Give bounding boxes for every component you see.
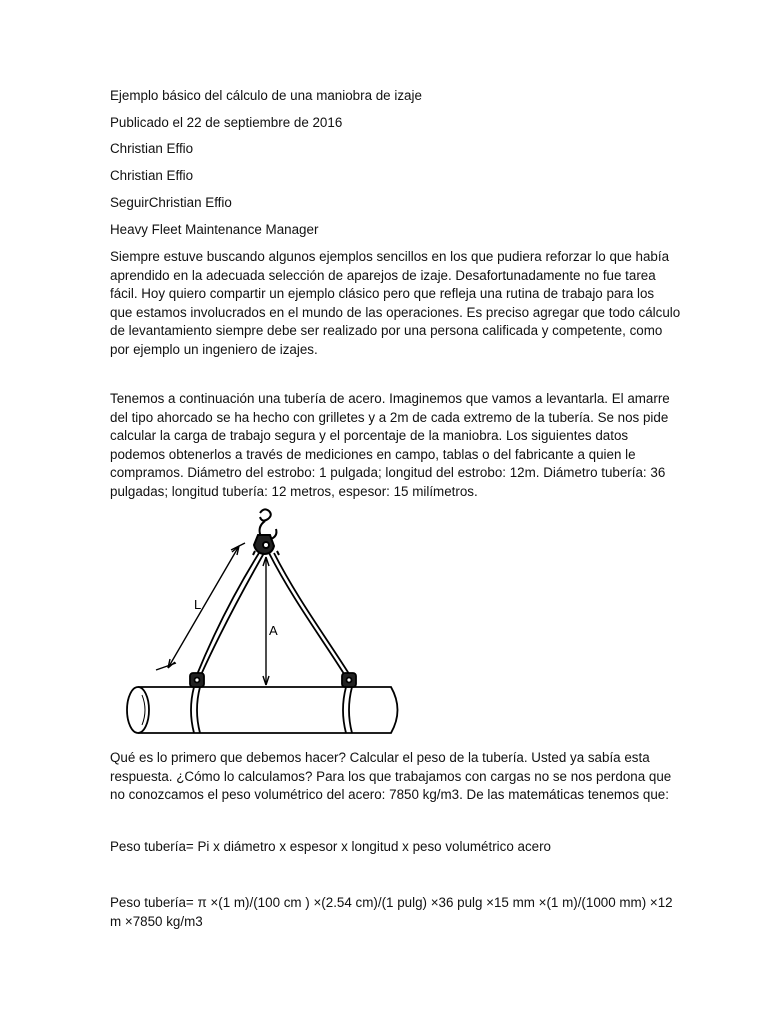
substitution-line: m ×7850 kg/m3 (110, 913, 203, 929)
intro-line: aprendido en la adecuada selección de aparejos de izaje. Desafortunadamente no fue tarea (110, 267, 656, 283)
pipe-lifting-diagram (108, 505, 408, 737)
substitution-line: Peso tubería= π ×(1 m)/(100 cm ) ×(2.54 cm)/(1 pulg) ×36 pulg ×15 mm ×(1 m)/(1000 mm) ×12 (110, 895, 673, 910)
weight-substitution (110, 894, 673, 931)
question-line: no conozcamos el peso volumétrico del acero: 7850 kg/m3. De las matemáticas tenemos que: (110, 787, 669, 803)
follow-author: SeguirChristian Effio (110, 195, 232, 210)
formula-line: Peso tubería= Pi x diámetro x espesor x longitud x peso volumétrico acero (110, 839, 552, 854)
problem-line: Tenemos a continuación una tubería de acero. Imaginemos que vamos a levantarla. El amarre (110, 391, 670, 406)
label-A: A (269, 623, 278, 638)
author-name-repeat: Christian Effio (110, 168, 194, 183)
intro-line: que estamos involucrados en el mundo de las operaciones. Es preciso agregar que todo cálculo (110, 304, 681, 320)
problem-line: pulgadas; longitud tubería: 12 metros, espesor: 15 milímetros. (110, 483, 478, 499)
question-line: respuesta. ¿Cómo lo calculamos? Para los que trabajamos con cargas no se nos perdona que (110, 768, 672, 784)
question-paragraph (110, 749, 672, 805)
right-sling (269, 553, 351, 677)
author-role: Heavy Fleet Maintenance Manager (110, 222, 319, 237)
intro-paragraph (110, 248, 681, 360)
intro-line: de levantamiento siempre debe ser realizado por una persona calificada y competente, como (110, 323, 663, 339)
weight-formula (110, 838, 551, 857)
height-dimension (263, 557, 269, 685)
problem-line: compramos. Diámetro del estrobo: 1 pulgada; longitud del estrobo: 12m. Diámetro tubería: 36 (110, 465, 666, 481)
problem-line: calcular la carga de trabajo segura y el porcentaje de la maniobra. Los siguientes datos (110, 428, 629, 444)
article-title: Ejemplo básico del cálculo de una maniobra de izaje (110, 88, 422, 103)
problem-line: del tipo ahorcado se ha hecho con grilletes y a 2m de cada extremo de la tubería. Se nos pide (110, 409, 669, 425)
steel-pipe (127, 687, 398, 733)
problem-line: podemos obtenerlos a través de mediciones en campo, tablas o del fabricante a quien le (110, 446, 636, 462)
author-name: Christian Effio (110, 141, 194, 156)
crane-hook-icon (253, 509, 279, 555)
problem-paragraph (110, 390, 670, 502)
intro-line: fácil. Hoy quiero compartir un ejemplo clásico pero que refleja una rutina de trabajo para los (110, 286, 655, 302)
intro-line: Siempre estuve buscando algunos ejemplos sencillos en los que pudiera reforzar lo que había (110, 249, 670, 264)
question-line: Qué es lo primero que debemos hacer? Calcular el peso de la tubería. Usted ya sabía esta (110, 750, 650, 765)
left-sling (196, 553, 264, 677)
publish-date: Publicado el 22 de septiembre de 2016 (110, 115, 343, 130)
intro-line: por ejemplo un ingeniero de izajes. (110, 341, 318, 357)
label-L: L (194, 597, 202, 612)
